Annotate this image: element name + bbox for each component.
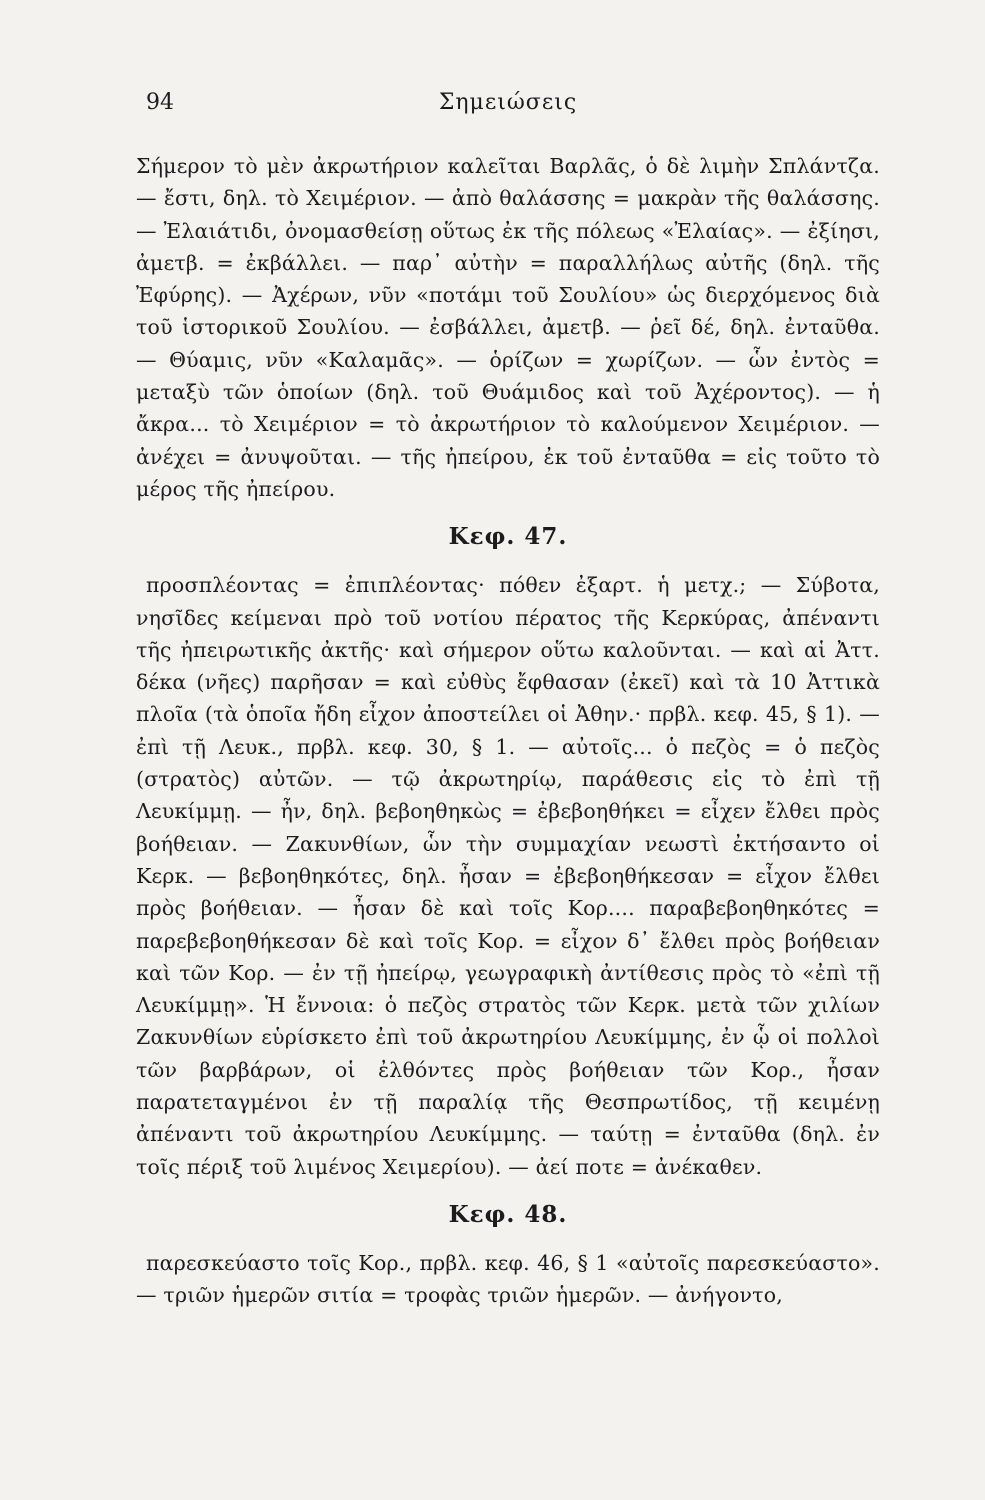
page-number: 94 [146, 90, 174, 115]
paragraph-commentary-48: παρεσκεύαστο τοῖς Κορ., πρβλ. κεφ. 46, § 1 «αὐτοῖς παρεσκεύαστο». — τριῶν ἡμερῶν σιτία = τροφὰς τριῶν ἡμερῶν. — ἀνήγοντο, [136, 1250, 880, 1308]
chapter-heading-47: Κεφ. 47. [448, 523, 568, 551]
chapter-heading-48: Κεφ. 48. [448, 1200, 568, 1228]
paragraph-commentary-46: Σήμερον τὸ μὲν ἀκρωτήριον καλεῖται Βαρλᾶς, ὁ δὲ λιμὴν Σπλάντζα. — ἔστι, δηλ. τὸ Χειμέριον. — ἀπὸ θαλάσσης = μακρὰν τῆς θαλάσσης. — Ἐλαιάτιδι, ὀνομασθείσῃ οὕτως ἐκ τῆς πόλεως «Ἐλαίας». — ἐξίησι, ἀμετβ. = ἐκβάλλει. — παρ᾽ αὐτὴν = παραλλήλως αὐτῆς (δηλ. τῆς Ἐφύρης). — Ἀχέρων, νῦν «ποτάμι τοῦ Σουλίου» ὡς διερχόμενος διὰ τοῦ ἱστορικοῦ Σουλίου. — ἐσβάλλει, ἀμετβ. — ῥεῖ δέ, δηλ. ἐνταῦθα. — Θύαμις, νῦν «Καλαμᾶς». — ὁρίζων = χωρίζων. — ὧν ἐντὸς = μεταξὺ τῶν ὁποίων (δηλ. τοῦ Θυάμιδος καὶ τοῦ Ἀχέροντος). — ἡ ἄκρα... τὸ Χειμέριον = τὸ ἀκρωτήριον τὸ καλούμενον Χειμέριον. — ἀνέχει = ἀνυψοῦται. — τῆς ἠπείρου, ἐκ τοῦ ἐνταῦθα = εἰς τοῦτο τὸ μέρος τῆς ἠπείρου. [136, 154, 880, 501]
running-head: Σημειώσεις [438, 90, 578, 115]
paragraph-commentary-47: προσπλέοντας = ἐπιπλέοντας· πόθεν ἐξαρτ. ἡ μετχ.; — Σύβοτα, νησῖδες κείμεναι πρὸ τοῦ νοτίου πέρατος τῆς Κερκύρας, ἀπέναντι τῆς ἠπειρωτικῆς ἀκτῆς· καὶ σήμερον οὕτω καλοῦνται. — καὶ αἱ Ἀττ. δέκα (νῆες) παρῆσαν = καὶ εὐθὺς ἔφθασαν (ἐκεῖ) καὶ τὰ 10 Ἀττικὰ πλοῖα (τὰ ὁποῖα ἤδη εἶχον ἀποστείλει οἱ Ἀθην.· πρβλ. κεφ. 45, § 1). — ἐπὶ τῇ Λευκ., πρβλ. κεφ. 30, § 1. — αὐτοῖς... ὁ πεζὸς = ὁ πεζὸς (στρατὸς) αὐτῶν. — τῷ ἀκρωτηρίῳ, παράθεσις εἰς τὸ ἐπὶ τῇ Λευκίμμῃ. — ἦν, δηλ. βεβοηθηκὼς = ἐβεβοηθήκει = εἶχεν ἔλθει πρὸς βοήθειαν. — Ζακυνθίων, ὧν τὴν συμμαχίαν νεωστὶ ἐκτήσαντο οἱ Κερκ. — βεβοηθηκότες, δηλ. ἦσαν = ἐβεβοηθήκεσαν = εἶχον ἔλθει πρὸς βοήθειαν. — ἦσαν δὲ καὶ τοῖς Κορ.... παραβεβοηθηκότες = παρεβεβοηθήκεσαν δὲ καὶ τοῖς Κορ. = εἶχον δ᾽ ἔλθει πρὸς βοήθειαν καὶ τῶν Κορ. — ἐν τῇ ἠπείρῳ, γεωγραφικὴ ἀντίθεσις πρὸς τὸ «ἐπὶ τῇ Λευκίμμῃ». Ἡ ἔννοια: ὁ πεζὸς στρατὸς τῶν Κερκ. μετὰ τῶν χιλίων Ζακυνθίων εὑρίσκετο ἐπὶ τοῦ ἀκρωτηρίου Λευκίμμης, ἐν ᾧ οἱ πολλοὶ τῶν βαρβάρων, οἱ ἐλθόντες πρὸς βοήθειαν τῶν Κορ., ἦσαν παρατεταγμένοι ἐν τῇ παραλίᾳ τῆς Θεσπρωτίδος, τῇ κειμένῃ ἀπέναντι τοῦ ἀκρωτηρίου Λευκίμμης. — ταύτῃ = ἐνταῦθα (δηλ. ἐν τοῖς πέριξ τοῦ λιμένος Χειμερίου). — ἀεί ποτε = ἀνέκαθεν. [136, 573, 880, 1179]
page-header [136, 90, 880, 124]
body-text [136, 150, 880, 1312]
